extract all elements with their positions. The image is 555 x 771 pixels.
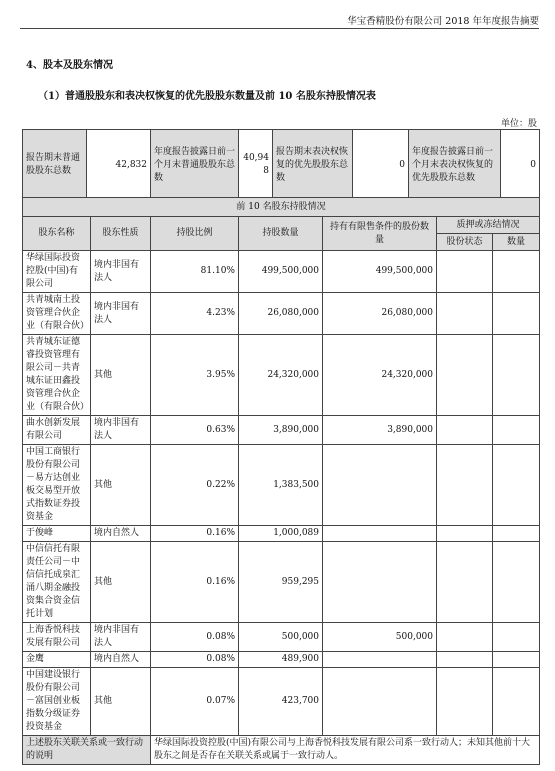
holder-pledge-qty bbox=[493, 542, 540, 623]
holder-shares: 500,000 bbox=[239, 623, 323, 652]
col-header-pledge-qty: 数量 bbox=[493, 234, 540, 251]
holder-restricted: 3,890,000 bbox=[323, 416, 437, 445]
holder-name: 中信信托有限责任公司－中信信托成泉汇涌八期金融投资集合资金信托计划 bbox=[23, 542, 91, 623]
holder-pledge-qty bbox=[493, 623, 540, 652]
summary-value-3: 0 bbox=[353, 130, 409, 201]
holder-ratio: 0.63% bbox=[151, 416, 239, 445]
section-subtitle: （1）普通股股东和表决权恢复的优先股股东数量及前 10 名股东持股情况表 bbox=[38, 91, 376, 102]
holder-shares: 499,500,000 bbox=[239, 251, 323, 293]
table-row bbox=[23, 542, 540, 623]
section-title: 4、股本及股东情况 bbox=[26, 60, 113, 71]
table-row bbox=[23, 416, 540, 445]
table-row bbox=[23, 668, 540, 736]
holder-nature: 其他 bbox=[91, 445, 151, 526]
col-header-shares: 持股数量 bbox=[239, 217, 323, 251]
col-header-ratio: 持股比例 bbox=[151, 217, 239, 251]
holder-pledge-status bbox=[437, 623, 493, 652]
holder-restricted bbox=[323, 526, 437, 542]
holder-ratio: 0.22% bbox=[151, 445, 239, 526]
holder-shares: 1,000,089 bbox=[239, 526, 323, 542]
holder-ratio: 0.08% bbox=[151, 623, 239, 652]
holder-nature: 其他 bbox=[91, 542, 151, 623]
table-row bbox=[23, 652, 540, 668]
summary-label-1: 报告期末普通股股东总数 bbox=[23, 130, 87, 201]
holder-pledge-status bbox=[437, 652, 493, 668]
summary-value-1: 42,832 bbox=[87, 130, 151, 201]
top10-shareholders-table bbox=[22, 197, 540, 765]
holder-pledge-qty bbox=[493, 652, 540, 668]
header-divider bbox=[20, 28, 539, 29]
col-header-name: 股东名称 bbox=[23, 217, 91, 251]
holder-restricted bbox=[323, 652, 437, 668]
holder-nature: 境内自然人 bbox=[91, 526, 151, 542]
table-row bbox=[23, 526, 540, 542]
holder-nature: 境内非国有法人 bbox=[91, 416, 151, 445]
report-header-title: 华宝香精股份有限公司 2018 年年度报告摘要 bbox=[347, 16, 539, 27]
summary-label-3: 报告期末表决权恢复的优先股股东总数 bbox=[273, 130, 353, 201]
holder-pledge-status bbox=[437, 542, 493, 623]
holder-pledge-status bbox=[437, 293, 493, 335]
top10-band-title: 前 10 名股东持股情况 bbox=[23, 198, 540, 217]
col-header-nature: 股东性质 bbox=[91, 217, 151, 251]
table-row bbox=[23, 445, 540, 526]
holder-shares: 1,383,500 bbox=[239, 445, 323, 526]
holder-nature: 境内非国有法人 bbox=[91, 623, 151, 652]
footer-label: 上述股东关联关系或一致行动的说明 bbox=[23, 736, 151, 765]
col-header-restricted: 持有有限售条件的股份数量 bbox=[323, 217, 437, 251]
holder-pledge-status bbox=[437, 335, 493, 416]
holder-pledge-qty bbox=[493, 526, 540, 542]
holder-nature: 境内非国有法人 bbox=[91, 293, 151, 335]
summary-value-2: 40,948 bbox=[239, 130, 273, 201]
table-row bbox=[23, 623, 540, 652]
table-row bbox=[23, 335, 540, 416]
holder-ratio: 81.10% bbox=[151, 251, 239, 293]
holder-pledge-qty bbox=[493, 335, 540, 416]
holder-name: 中国建设银行股份有限公司－富国创业板指数分级证券投资基金 bbox=[23, 668, 91, 736]
holder-nature: 其他 bbox=[91, 335, 151, 416]
holder-pledge-status bbox=[437, 416, 493, 445]
holder-pledge-status bbox=[437, 668, 493, 736]
shareholder-rows bbox=[23, 251, 540, 736]
summary-label-2: 年度报告披露日前一个月末普通股股东总数 bbox=[151, 130, 239, 201]
holder-pledge-qty bbox=[493, 668, 540, 736]
holder-name: 上海香悦科技发展有限公司 bbox=[23, 623, 91, 652]
shareholder-count-table bbox=[22, 129, 540, 201]
unit-label: 单位：股 bbox=[500, 119, 537, 129]
holder-ratio: 3.95% bbox=[151, 335, 239, 416]
holder-pledge-qty bbox=[493, 445, 540, 526]
holder-shares: 959,295 bbox=[239, 542, 323, 623]
holder-restricted: 500,000 bbox=[323, 623, 437, 652]
summary-label-4: 年度报告披露日前一个月末表决权恢复的优先股股东总数 bbox=[409, 130, 501, 201]
holder-name: 金鹰 bbox=[23, 652, 91, 668]
holder-name: 曲水创新发展有限公司 bbox=[23, 416, 91, 445]
holder-pledge-status bbox=[437, 526, 493, 542]
holder-restricted: 24,320,000 bbox=[323, 335, 437, 416]
holder-name: 共青城南土投资管理合伙企业（有限合伙） bbox=[23, 293, 91, 335]
holder-nature: 境内自然人 bbox=[91, 652, 151, 668]
holder-shares: 26,080,000 bbox=[239, 293, 323, 335]
holder-shares: 3,890,000 bbox=[239, 416, 323, 445]
holder-ratio: 0.08% bbox=[151, 652, 239, 668]
holder-name: 于俊峰 bbox=[23, 526, 91, 542]
summary-value-4: 0 bbox=[501, 130, 540, 201]
holder-ratio: 0.16% bbox=[151, 526, 239, 542]
holder-shares: 489,900 bbox=[239, 652, 323, 668]
holder-name: 华绿国际投资控股(中国)有限公司 bbox=[23, 251, 91, 293]
holder-pledge-qty bbox=[493, 416, 540, 445]
holder-pledge-qty bbox=[493, 293, 540, 335]
holder-nature: 境内非国有法人 bbox=[91, 251, 151, 293]
holder-name: 中国工商银行股份有限公司－易方达创业板交易型开放式指数证券投资基金 bbox=[23, 445, 91, 526]
holder-restricted bbox=[323, 445, 437, 526]
holder-name: 共青城东证德睿投资管理有限公司－共青城东证田鑫投资管理合伙企业（有限合伙） bbox=[23, 335, 91, 416]
holder-ratio: 4.23% bbox=[151, 293, 239, 335]
col-header-pledge: 质押或冻结情况 bbox=[437, 217, 540, 234]
footer-note: 华绿国际投资控股(中国)有限公司与上海香悦科技发展有限公司系一致行动人；未知其他前十大股东之间是否存在关联关系或属于一致行动人。 bbox=[151, 736, 540, 765]
holder-restricted bbox=[323, 668, 437, 736]
holder-restricted bbox=[323, 542, 437, 623]
col-header-pledge-status: 股份状态 bbox=[437, 234, 493, 251]
table-row bbox=[23, 293, 540, 335]
holder-pledge-qty bbox=[493, 251, 540, 293]
holder-nature: 其他 bbox=[91, 668, 151, 736]
holder-ratio: 0.07% bbox=[151, 668, 239, 736]
holder-ratio: 0.16% bbox=[151, 542, 239, 623]
holder-shares: 24,320,000 bbox=[239, 335, 323, 416]
holder-restricted: 26,080,000 bbox=[323, 293, 437, 335]
holder-pledge-status bbox=[437, 445, 493, 526]
holder-restricted: 499,500,000 bbox=[323, 251, 437, 293]
holder-shares: 423,700 bbox=[239, 668, 323, 736]
table-row bbox=[23, 251, 540, 293]
holder-pledge-status bbox=[437, 251, 493, 293]
